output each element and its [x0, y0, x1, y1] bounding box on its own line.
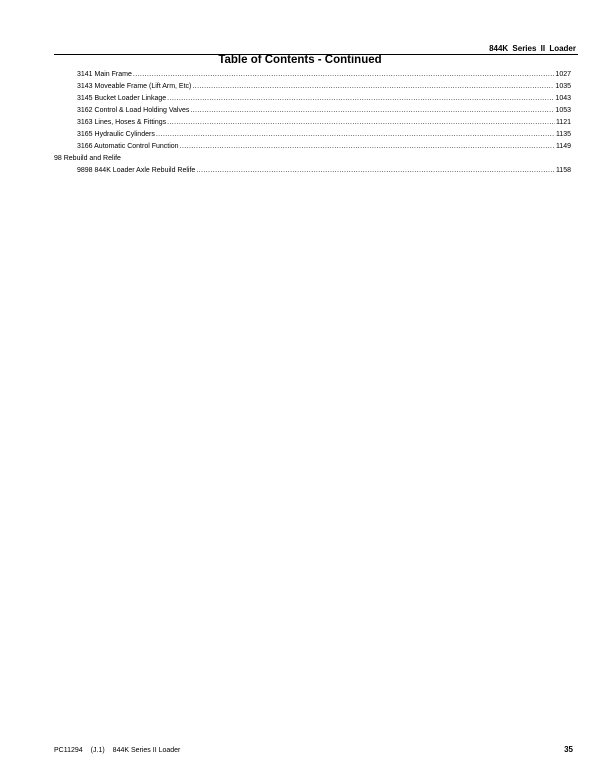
- toc-page-number: 1043: [555, 95, 571, 102]
- page-footer: [54, 745, 573, 754]
- footer-document-code: PC11294: [54, 747, 83, 754]
- toc-leader-dots: [180, 141, 555, 153]
- toc-entry-label: 9898 844K Loader Axle Rebuild Relife: [77, 167, 196, 174]
- toc-leader-dots: [133, 69, 555, 81]
- toc-leader-dots: [192, 81, 554, 93]
- toc-leader-dots: [190, 105, 554, 117]
- toc-leader-dots: [156, 129, 555, 141]
- toc-entry[interactable]: [54, 141, 571, 153]
- table-of-contents: [54, 69, 571, 177]
- toc-section-heading[interactable]: [54, 153, 571, 165]
- toc-entry-label: 3163 Lines, Hoses & Fittings: [77, 119, 167, 126]
- toc-page-number: 1135: [555, 131, 571, 138]
- footer-page-number: 35: [564, 745, 573, 754]
- toc-entry[interactable]: [54, 81, 571, 93]
- toc-entry[interactable]: [54, 165, 571, 177]
- toc-leader-dots: [196, 165, 555, 177]
- header-title: 844K Series II Loader: [489, 44, 576, 53]
- toc-entry-label: 3145 Bucket Loader Linkage: [77, 95, 167, 102]
- toc-entry[interactable]: [54, 69, 571, 81]
- footer-product-name: 844K Series II Loader: [112, 747, 181, 754]
- toc-entry-label: 98 Rebuild and Relife: [54, 155, 121, 162]
- toc-entry[interactable]: [54, 105, 571, 117]
- footer-version: (J.1): [90, 747, 105, 754]
- toc-page-number: 1158: [555, 167, 571, 174]
- toc-entry-label: 3141 Main Frame: [77, 71, 132, 78]
- toc-entry[interactable]: [54, 93, 571, 105]
- toc-entry[interactable]: [54, 129, 571, 141]
- toc-leader-dots: [167, 93, 554, 105]
- toc-entry-label: 3166 Automatic Control Function: [77, 143, 179, 150]
- toc-page-number: 1035: [555, 83, 571, 90]
- toc-leader-dots: [167, 117, 555, 129]
- toc-page-number: 1053: [555, 107, 571, 114]
- page-title: Table of Contents - Continued: [218, 54, 382, 66]
- toc-page-number: 1149: [555, 143, 571, 150]
- toc-page-number: 1027: [555, 71, 571, 78]
- toc-page-number: 1121: [555, 119, 571, 126]
- toc-entry-label: 3143 Moveable Frame (Lift Arm, Etc): [77, 83, 192, 90]
- toc-entry-label: 3165 Hydraulic Cylinders: [77, 131, 155, 138]
- toc-entry[interactable]: [54, 117, 571, 129]
- toc-entry-label: 3162 Control & Load Holding Valves: [77, 107, 190, 114]
